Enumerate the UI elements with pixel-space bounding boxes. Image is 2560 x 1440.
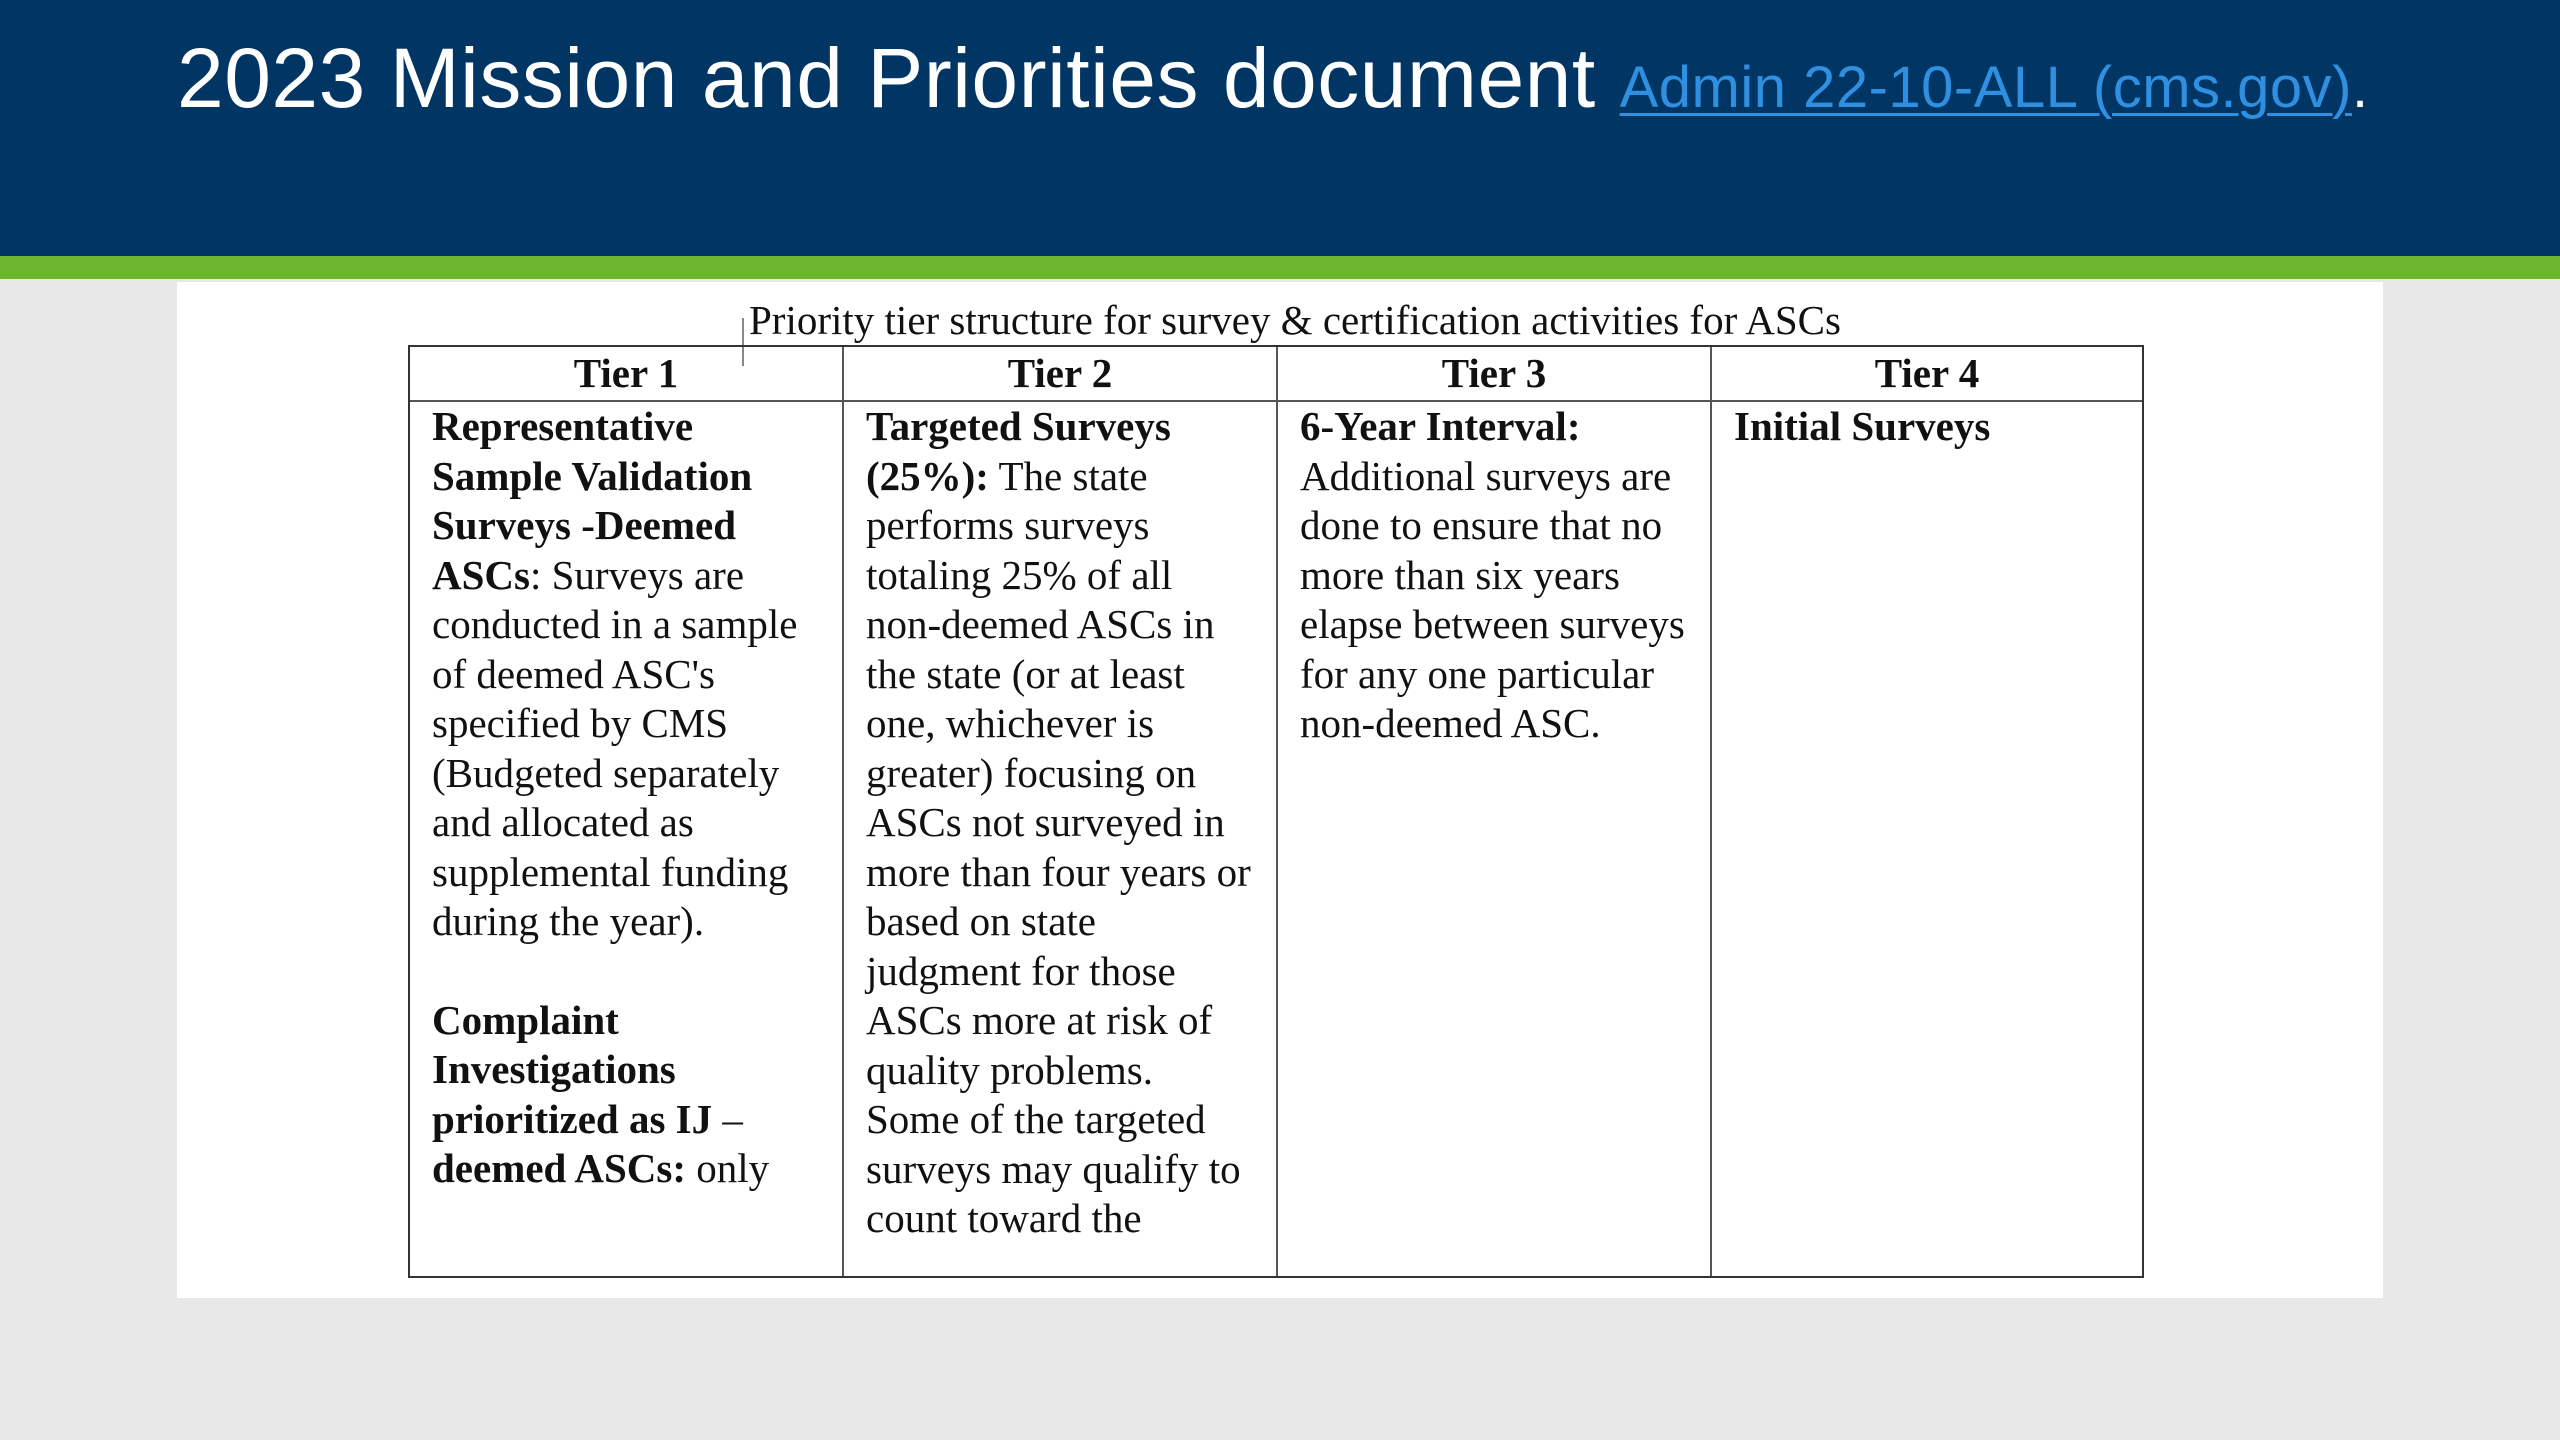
priority-tier-table [408, 345, 2144, 1278]
tier-2-heading: Targeted Surveys (25%): [866, 403, 1171, 499]
tier-1-validation-surveys [432, 402, 822, 947]
tier-2-cell [844, 402, 1278, 1276]
title-period: . [2351, 55, 2369, 120]
tier-4-initial-surveys [1734, 402, 2122, 452]
tier-1-complaint-heading: Complaint Investigations prioritized as IJ [432, 996, 713, 1142]
tier-2-text: The state performs surveys totaling 25% of all non-deemed ASCs in the state (or at least one, whichever is greater) focusing on ASCs not surveyed in more than four years or based on state judgment for those ASCs more at risk of quality problems. Some of the targeted surveys may qualify to count toward the [866, 452, 1251, 1241]
tier-1-validation-heading: Representative Sample Validation Surveys -Deemed ASCs [432, 403, 753, 598]
table-caption: Priority tier structure for survey & certification activities for ASCs [749, 297, 1841, 343]
table-header-tier-1: Tier 1 [410, 347, 844, 402]
table-header-tier-4: Tier 4 [1712, 347, 2142, 402]
accent-bar [0, 256, 2560, 279]
tier-1-cell [410, 402, 844, 1276]
tier-1-validation-text: : Surveys are conducted in a sample of deemed ASC's specified by CMS (Budgeted separately and allocated as supplemental funding during the year). [432, 551, 798, 944]
slide-title [177, 31, 2427, 130]
tier-3-heading: 6-Year Interval: [1300, 403, 1581, 449]
slide-title-text: 2023 Mission and Priorities document [177, 31, 1596, 125]
tier-3-cell [1278, 402, 1712, 1276]
table-header-tier-2: Tier 2 [844, 347, 1278, 402]
tier-1-complaint-investigations [432, 996, 822, 1194]
tier-4-heading: Initial Surveys [1734, 403, 1991, 449]
tier-3-six-year-interval [1300, 402, 1690, 749]
tier-4-cell [1712, 402, 2142, 1276]
tier-1-complaint-heading-2: deemed ASCs: [432, 1145, 686, 1191]
tier-1-complaint-dash: – [712, 1095, 743, 1142]
slide-header [0, 0, 2560, 256]
cms-admin-link[interactable]: Admin 22-10-ALL (cms.gov) [1619, 55, 2352, 120]
tier-3-text: Additional surveys are done to ensure that no more than six years elapse between surveys for any one particular non-deemed ASC. [1300, 452, 1685, 746]
tier-1-complaint-text: only [685, 1145, 770, 1191]
tier-2-targeted-surveys [866, 402, 1256, 1244]
table-header-tier-3: Tier 3 [1278, 347, 1712, 402]
